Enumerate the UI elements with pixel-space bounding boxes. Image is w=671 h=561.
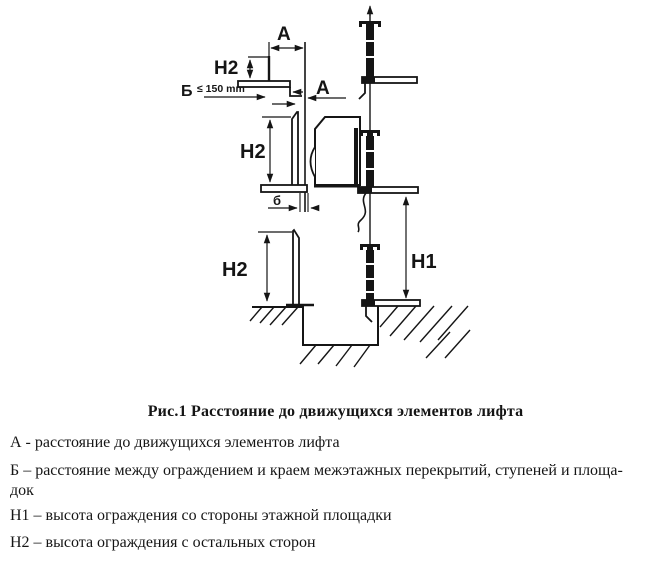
slab-hook-1	[359, 83, 365, 99]
legend-item-b-continued: док	[10, 482, 34, 499]
label-h2-bottom: Н2	[222, 259, 248, 281]
traveling-cable	[358, 193, 366, 232]
fence-panel-bottom	[293, 230, 299, 305]
label-b-annotation-value: ≤ 150 mm	[197, 83, 245, 95]
car-body	[315, 117, 360, 185]
rail-segment-2	[366, 136, 374, 187]
car-guide-shoe	[354, 128, 358, 185]
slab-hook-3	[366, 306, 372, 322]
legend-item-h2: Н2 – высота ограждения с остальных сторон	[10, 534, 316, 551]
pit-and-ground	[250, 306, 470, 367]
pit-outline	[252, 306, 378, 345]
label-h2-mid: Н2	[240, 141, 266, 163]
rail-segment-1	[366, 27, 374, 77]
label-h2-top: Н2	[214, 58, 239, 79]
floor-slab-upper-left	[238, 81, 290, 87]
figure-caption: Рис.1 Расстояние до движущихся элементов лифта	[147, 403, 524, 420]
legend-item-b: Б – расстояние между ограждением и краем межэтажных перекрытий, ступеней и площа-	[10, 462, 623, 479]
floor-slab-middle-left	[261, 185, 307, 192]
label-a-top: А	[277, 24, 291, 45]
legend-item-h1: Н1 – высота ограждения со стороны этажной площадки	[10, 507, 392, 524]
guide-rail-column	[358, 6, 420, 322]
label-a-side: А	[316, 78, 330, 99]
label-b-small: б	[273, 193, 282, 208]
fence-panel-middle	[292, 112, 298, 185]
bottom-fence-assembly	[258, 230, 314, 305]
lift-car	[311, 117, 367, 232]
label-h1: Н1	[411, 251, 437, 273]
label-b-annotation-prefix: Б	[181, 83, 193, 100]
car-door-vane	[311, 147, 316, 177]
legend-item-a: А - расстояние до движущихся элементов лифта	[10, 434, 340, 451]
